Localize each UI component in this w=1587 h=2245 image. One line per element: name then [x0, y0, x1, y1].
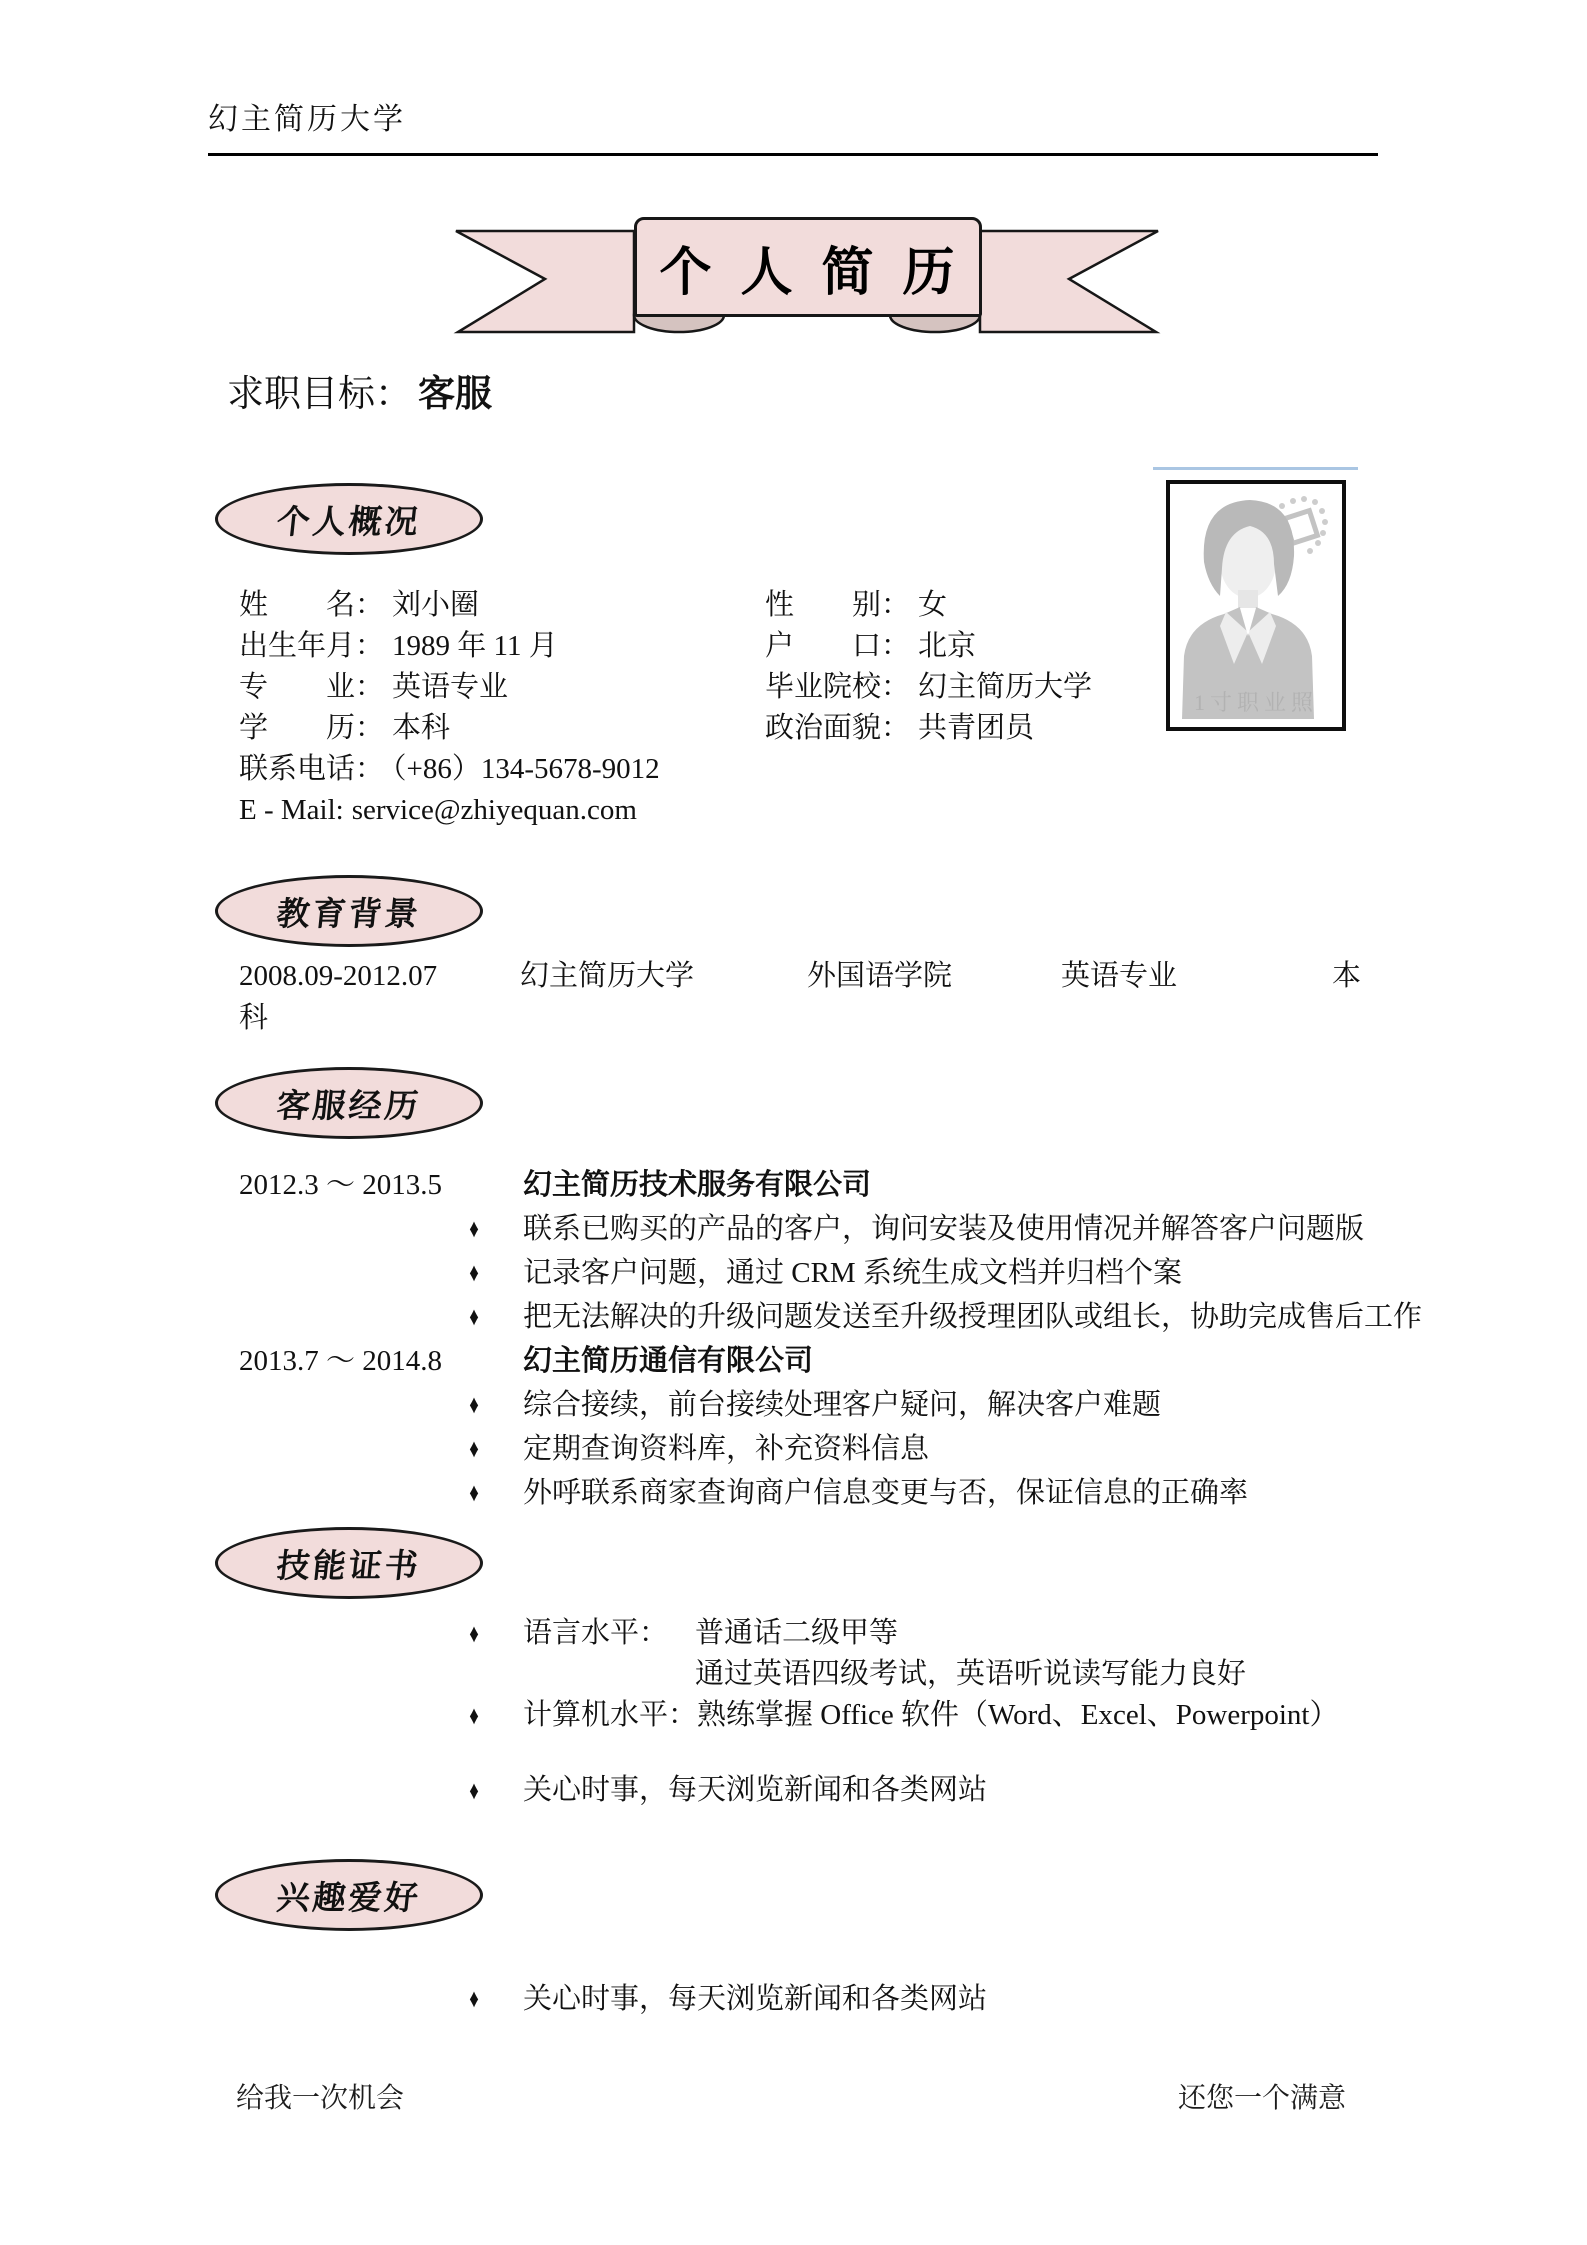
- field-registry: 户 口： 北京: [765, 630, 977, 662]
- job-period: 2013.7 ～ 2014.8: [239, 1345, 443, 1377]
- diamond-bullet-icon: ♦: [469, 1701, 479, 1730]
- brand-header: 幻主简历大学: [208, 100, 1378, 156]
- diamond-bullet-icon: ♦: [469, 1776, 479, 1805]
- objective-label: 求职目标：: [227, 374, 412, 415]
- objective-value: 客服: [418, 374, 492, 415]
- id-photo-placeholder: [1166, 480, 1346, 731]
- diamond-bullet-icon: ♦: [469, 1619, 479, 1648]
- diamond-bullet-icon: ♦: [469, 1302, 479, 1331]
- field-birth: 出生年月： 1989 年 11 月: [239, 630, 558, 662]
- diamond-bullet-icon: ♦: [469, 1984, 479, 2013]
- job-objective: [227, 371, 1587, 419]
- skill-language-cont: 通过英语四级考试，英语听说读写能力良好: [695, 1658, 1247, 1690]
- job-period: 2012.3 ～ 2013.5: [239, 1169, 443, 1201]
- skill-language: ♦ 语言水平： 普通话二级甲等: [0, 1613, 1587, 1654]
- photo-caption: 1寸职业照: [1193, 690, 1318, 715]
- edu-degree-part2: 科: [239, 1002, 269, 1034]
- diamond-bullet-icon: ♦: [469, 1478, 479, 1507]
- job-bullet: ♦ 定期查询资料库，补充资料信息: [0, 1427, 1587, 1471]
- section-title-skills: 技能证书: [215, 1527, 483, 1599]
- section-title-profile: 个人概况: [215, 483, 483, 555]
- hobby-list: [0, 1977, 1587, 2021]
- job-bullet: ♦ 外呼联系商家查询商户信息变更与否，保证信息的正确率: [0, 1471, 1587, 1515]
- edu-degree-part1: 本: [1332, 960, 1362, 992]
- field-degree: 学 历： 本科: [239, 712, 451, 744]
- skill-extra: ♦ 关心时事，每天浏览新闻和各类网站: [0, 1770, 1587, 1811]
- skill-computer: ♦ 计算机水平： 熟练掌握 Office 软件（Word、Excel、Powerpoint）: [0, 1695, 1587, 1736]
- edu-college: 外国语学院: [807, 960, 953, 992]
- job-row: [0, 1339, 1587, 1383]
- job-company: 幻主简历通信有限公司: [523, 1345, 814, 1377]
- job-bullet: ♦ 综合接续，前台接续处理客户疑问，解决客户难题: [0, 1383, 1587, 1427]
- job-company: 幻主简历技术服务有限公司: [523, 1169, 872, 1201]
- diamond-bullet-icon: ♦: [469, 1214, 479, 1243]
- job-bullet: ♦ 联系已购买的产品的客户，询问安装及使用情况并解答客户问题版: [0, 1207, 1587, 1251]
- footer-left-slogan: 给我一次机会: [236, 2082, 405, 2113]
- field-political: 政治面貌： 共青团员: [765, 712, 1035, 744]
- field-email: E - Mail: service@zhiyequan.com: [239, 794, 637, 826]
- diamond-bullet-icon: ♦: [469, 1434, 479, 1463]
- footer-right-slogan: 还您一个满意: [1178, 2082, 1347, 2113]
- ribbon-banner: [452, 217, 1162, 337]
- field-school: 毕业院校： 幻主简历大学: [765, 671, 1093, 703]
- job-row: [0, 1163, 1587, 1207]
- job-bullet: ♦ 把无法解决的升级问题发送至升级授理团队或组长，协助完成售后工作: [0, 1295, 1587, 1339]
- diamond-bullet-icon: ♦: [469, 1390, 479, 1419]
- photo-area: [1153, 467, 1358, 731]
- photo-top-line: [1153, 467, 1358, 470]
- edu-major: 英语专业: [1061, 960, 1178, 992]
- hobby-bullet: ♦ 关心时事，每天浏览新闻和各类网站: [0, 1977, 1587, 2021]
- field-major: 专 业： 英语专业: [239, 671, 509, 703]
- profile-info: [239, 585, 1587, 831]
- section-title-experience: 客服经历: [215, 1067, 483, 1139]
- field-phone: 联系电话： （+86）134-5678-9012: [239, 753, 660, 785]
- diamond-bullet-icon: ♦: [469, 1258, 479, 1287]
- field-gender: 性 别： 女: [765, 589, 948, 621]
- field-name: 姓 名： 刘小圈: [239, 589, 480, 621]
- edu-period: 2008.09-2012.07: [239, 960, 438, 992]
- profile-right-column: [765, 585, 1092, 749]
- section-title-hobbies: 兴趣爱好: [215, 1859, 483, 1931]
- edu-school: 幻主简历大学: [520, 960, 695, 992]
- person-silhouette-icon: [1170, 484, 1334, 719]
- section-title-education: 教育背景: [215, 875, 483, 947]
- banner-title: 个 人 简 历: [634, 217, 982, 317]
- skills-list: [0, 1613, 1587, 1811]
- education-row: [0, 955, 1587, 1039]
- experience-list: [0, 1163, 1587, 1515]
- job-bullet: ♦ 记录客户问题，通过 CRM 系统生成文档并归档个案: [0, 1251, 1587, 1295]
